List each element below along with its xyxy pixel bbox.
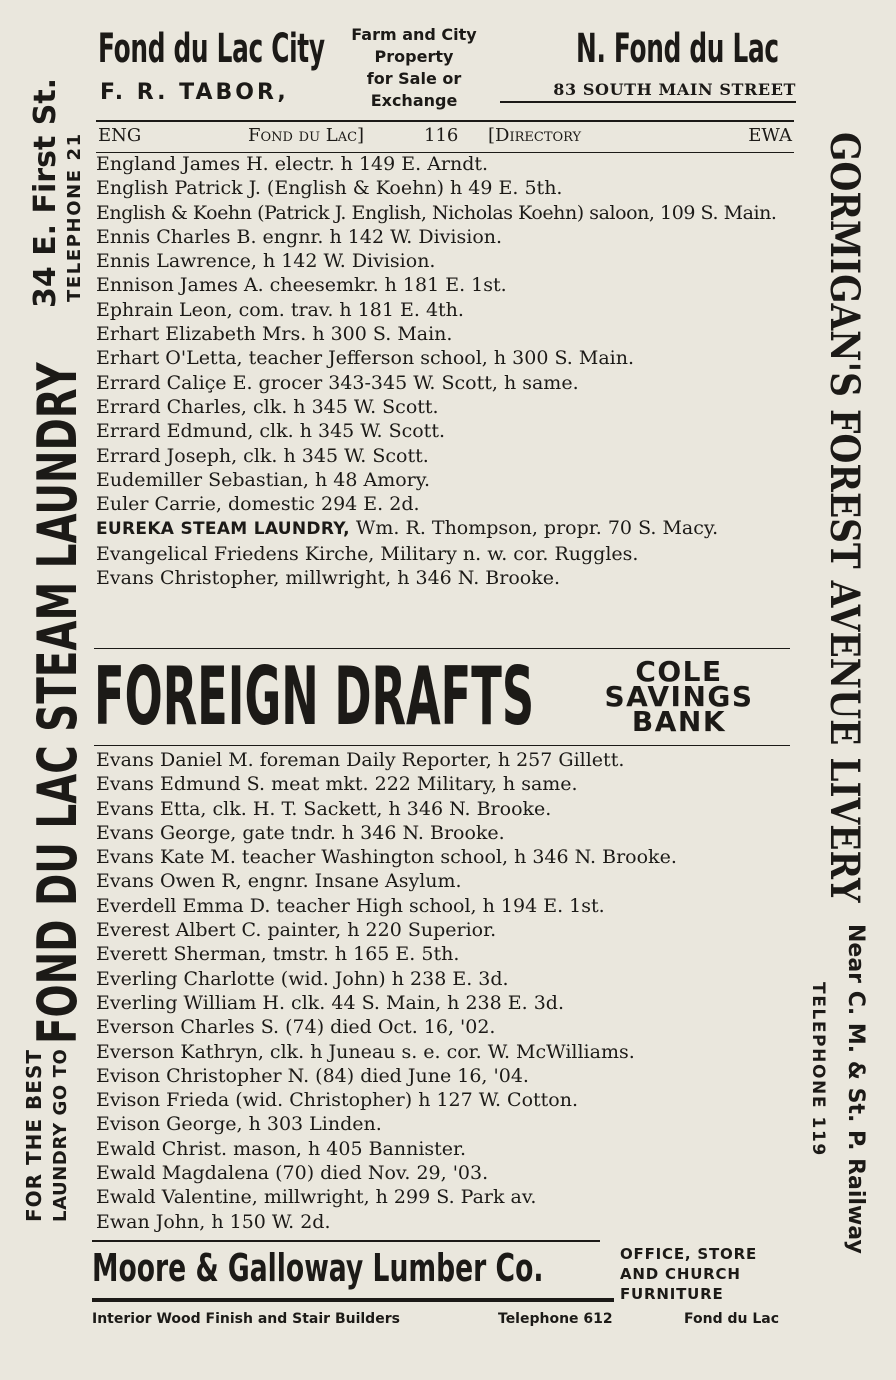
directory-entry: Evison Christopher N. (84) died June 16, '04. [96,1064,529,1087]
directory-entry: English & Koehn (Patrick J. English, Nicholas Koehn) saloon, 109 S. Main. [96,201,777,224]
directory-entry: Ewan John, h 150 W. 2d. [96,1210,331,1233]
lumber-services [620,1244,792,1304]
running-head-directory: [Directory [488,125,582,146]
right-ad-livery-name: GORMIGAN'S FOREST AVENUE LIVERY [821,132,868,903]
directory-entry: Everest Albert C. painter, h 220 Superior. [96,919,497,942]
page-number: 116 [424,125,459,146]
directory-entry: Errard Edmund, clk. h 345 W. Scott. [96,420,445,443]
directory-entry: Ennison James A. cheesemkr. h 181 E. 1st. [96,274,507,297]
running-head-right: EWA [748,125,792,146]
top-ad-address: 83 SOUTH MAIN STREET [500,80,796,103]
lumber-city: Fond du Lac [684,1311,780,1327]
mid-advertisement [94,648,790,746]
left-ad-address: 34 E. First St. [28,77,63,308]
right-ad-near: Near C. M. & St. P. Railway [843,924,868,1254]
directory-entry: Evison George, h 303 Linden. [96,1113,382,1136]
bank-name-line2: SAVINGS [604,680,754,713]
directory-entry: Errard Charles, clk. h 345 W. Scott. [96,395,439,418]
running-head [96,120,794,153]
directory-entry: Ennis Charles B. engnr. h 142 W. Division. [96,225,503,248]
directory-entry: Everling William H. clk. 44 S. Main, h 238 E. 3d. [96,991,564,1014]
directory-entry: Erhart Elizabeth Mrs. h 300 S. Main. [96,323,453,346]
directory-entry: Evangelical Friedens Kirche, Military n. w. cor. Ruggles. [96,542,639,565]
directory-entry: Errard Caliçe E. grocer 343-345 W. Scott, h same. [96,371,579,394]
bottom-ad-rule [92,1298,614,1302]
directory-entry: Erhart O'Letta, teacher Jefferson school, h 300 S. Main. [96,347,635,370]
left-ad-laundry-go-to: LAUNDRY GO TO [50,1048,71,1222]
top-ad-property-line2: for Sale or Exchange [366,69,462,110]
directory-entry: Evans Etta, clk. H. T. Sackett, h 346 N. Brooke. [96,797,552,820]
running-head-left: ENG [98,125,142,146]
left-ad-for-the-best: FOR THE BEST [22,1049,46,1222]
directory-entry: Evans Edmund S. meat mkt. 222 Military, h same. [96,773,578,796]
directory-entry: Errard Joseph, clk. h 345 W. Scott. [96,444,429,467]
eureka-details: Wm. R. Thompson, propr. 70 S. Macy. [349,517,719,540]
directory-entry: Everson Charles S. (74) died Oct. 16, '02. [96,1016,496,1039]
bank-name-line1: COLE [635,655,723,688]
directory-entry: Evans Owen R, engnr. Insane Asylum. [96,870,462,893]
directory-entry: Evison Frieda (wid. Christopher) h 127 W. Cotton. [96,1089,579,1112]
lumber-services-line1: OFFICE, STORE [620,1245,757,1263]
lumber-telephone: Telephone 612 [498,1311,613,1327]
lumber-company-name: Moore & Galloway Lumber Co. [92,1246,544,1290]
top-ad-n-fond-du-lac: N. Fond du Lac [576,26,779,72]
right-ad-telephone: TELEPHONE 119 [808,982,828,1157]
directory-entries-bottom [96,748,796,1234]
directory-entry: Evans Christopher, millwright, h 346 N. Brooke. [96,567,561,590]
directory-entry: Ewald Christ. mason, h 405 Bannister. [96,1137,467,1160]
top-advertisement [94,18,796,110]
directory-entry: Everett Sherman, tmstr. h 165 E. 5th. [96,943,460,966]
directory-entry: Eudemiller Sebastian, h 48 Amory. [96,468,430,491]
left-ad-telephone: TELEPHONE 21 [64,132,85,302]
bank-name-line3: BANK [631,705,727,738]
directory-entry: Everson Kathryn, clk. h Juneau s. e. cor. W. McWilliams. [96,1040,635,1063]
directory-entry: Evans George, gate tndr. h 346 N. Brooke. [96,821,505,844]
directory-entry: Ewald Magdalena (70) died Nov. 29, '03. [96,1162,489,1185]
directory-entry: Everling Charlotte (wid. John) h 238 E. 3d. [96,967,509,990]
directory-entry: England James H. electr. h 149 E. Arndt. [96,153,489,175]
directory-entry: Euler Carrie, domestic 294 E. 2d. [96,493,420,516]
bottom-ad-top-rule [92,1240,600,1242]
left-ad-laundry-name: FOND DU LAC STEAM LAUNDRY [26,362,89,1044]
directory-entry: Ennis Lawrence, h 142 W. Division. [96,250,436,273]
eureka-name: EUREKA STEAM LAUNDRY, [96,519,350,540]
directory-entry-eureka [96,516,796,541]
top-ad-city: Fond du Lac City [98,26,325,72]
top-ad-agent: F. R. TABOR, [100,80,289,105]
lumber-tagline: Interior Wood Finish and Stair Builders [92,1311,400,1327]
bank-name [568,655,790,738]
foreign-drafts-heading: FOREIGN DRAFTS [94,650,535,743]
top-ad-property-line1: Farm and City Property [351,25,477,66]
lumber-services-line2: AND CHURCH [620,1265,741,1283]
directory-entry: Everdell Emma D. teacher High school, h 194 E. 1st. [96,894,605,917]
directory-entries-top [96,152,796,590]
top-ad-property [350,24,478,112]
running-head-city: Fond du Lac] [248,125,365,146]
bottom-advertisement [92,1238,792,1338]
directory-entry: Ephrain Leon, com. trav. h 181 E. 4th. [96,298,464,321]
lumber-services-line3: FURNITURE [620,1285,724,1303]
directory-entry: Ewald Valentine, millwright, h 299 S. Park av. [96,1186,537,1209]
directory-entry: Evans Daniel M. foreman Daily Reporter, h 257 Gillett. [96,749,625,771]
directory-entry: English Patrick J. (English & Koehn) h 49 E. 5th. [96,177,563,200]
directory-entry: Evans Kate M. teacher Washington school, h 346 N. Brooke. [96,846,677,869]
